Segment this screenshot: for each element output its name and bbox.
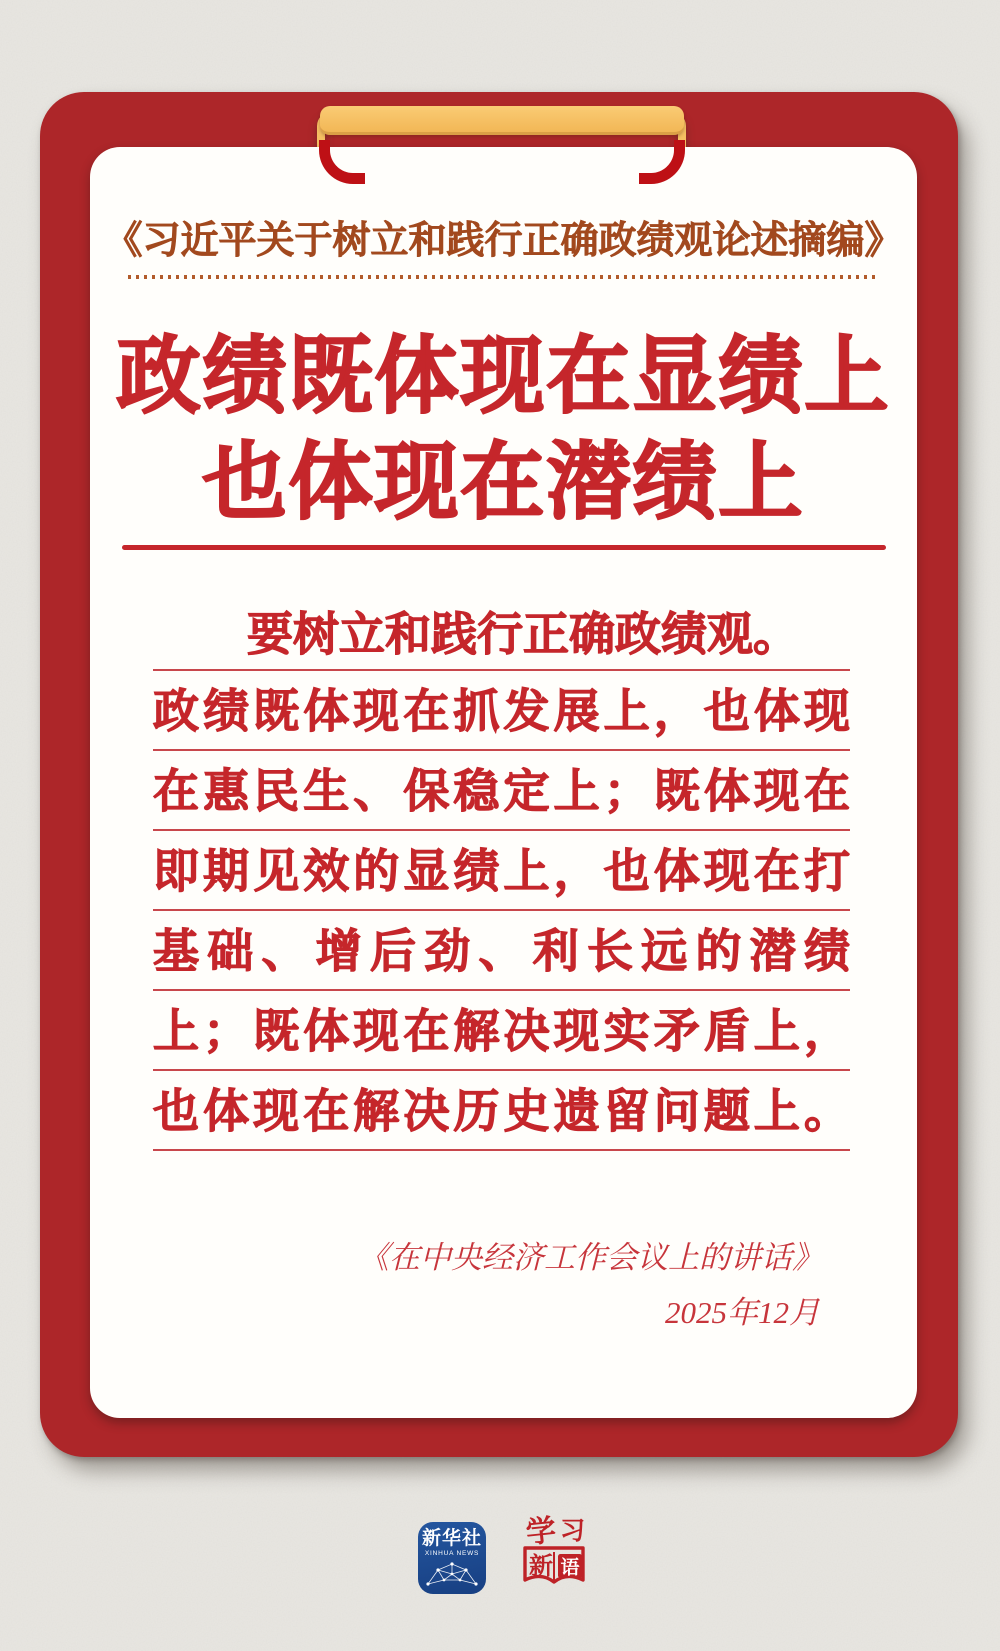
body-line: 即期见效的显绩上，也体现在打 <box>153 831 850 911</box>
citation-source: 《在中央经济工作会议上的讲话》 <box>358 1240 823 1275</box>
citation-date: 2025年12月 <box>665 1295 820 1330</box>
xinhua-logo <box>418 1522 486 1594</box>
quote-title <box>90 325 917 537</box>
xuexi-char-xin: 新 <box>529 1554 553 1580</box>
xinhua-logo-subtitle: XINHUA NEWS <box>424 1550 480 1557</box>
quote-title-line2: 也体现在潜绩上 <box>202 437 805 530</box>
quote-body <box>153 575 850 1151</box>
xuexi-char-xi: 习 <box>560 1518 586 1545</box>
body-line: 政绩既体现在抓发展上，也体现 <box>153 671 850 751</box>
xuexi-char-xue: 学 <box>524 1513 558 1550</box>
body-line: 基础、增后劲、利长远的潜绩 <box>153 911 850 991</box>
source-book-title: 《习近平关于树立和践行正确政绩观论述摘编》 <box>104 220 903 262</box>
quote-title-line1: 政绩既体现在显绩上 <box>116 331 891 424</box>
body-line: 要树立和践行正确政绩观。 <box>153 575 850 671</box>
xinhua-logo-name: 新华社 <box>421 1528 482 1549</box>
paper-panel <box>90 147 917 1418</box>
clip-bar <box>320 106 684 135</box>
body-line: 也体现在解决历史遗留问题上。 <box>153 1071 850 1151</box>
xuexi-xinyu-logo <box>520 1512 588 1596</box>
xuexi-char-yu: 语 <box>560 1557 580 1579</box>
dotted-divider <box>128 275 876 279</box>
body-line: 在惠民生、保稳定上；既体现在 <box>153 751 850 831</box>
body-line: 上；既体现在解决现实矛盾上， <box>153 991 850 1071</box>
clipboard-board <box>40 92 958 1457</box>
title-divider <box>122 545 886 550</box>
xinhua-network-icon <box>423 1558 481 1588</box>
